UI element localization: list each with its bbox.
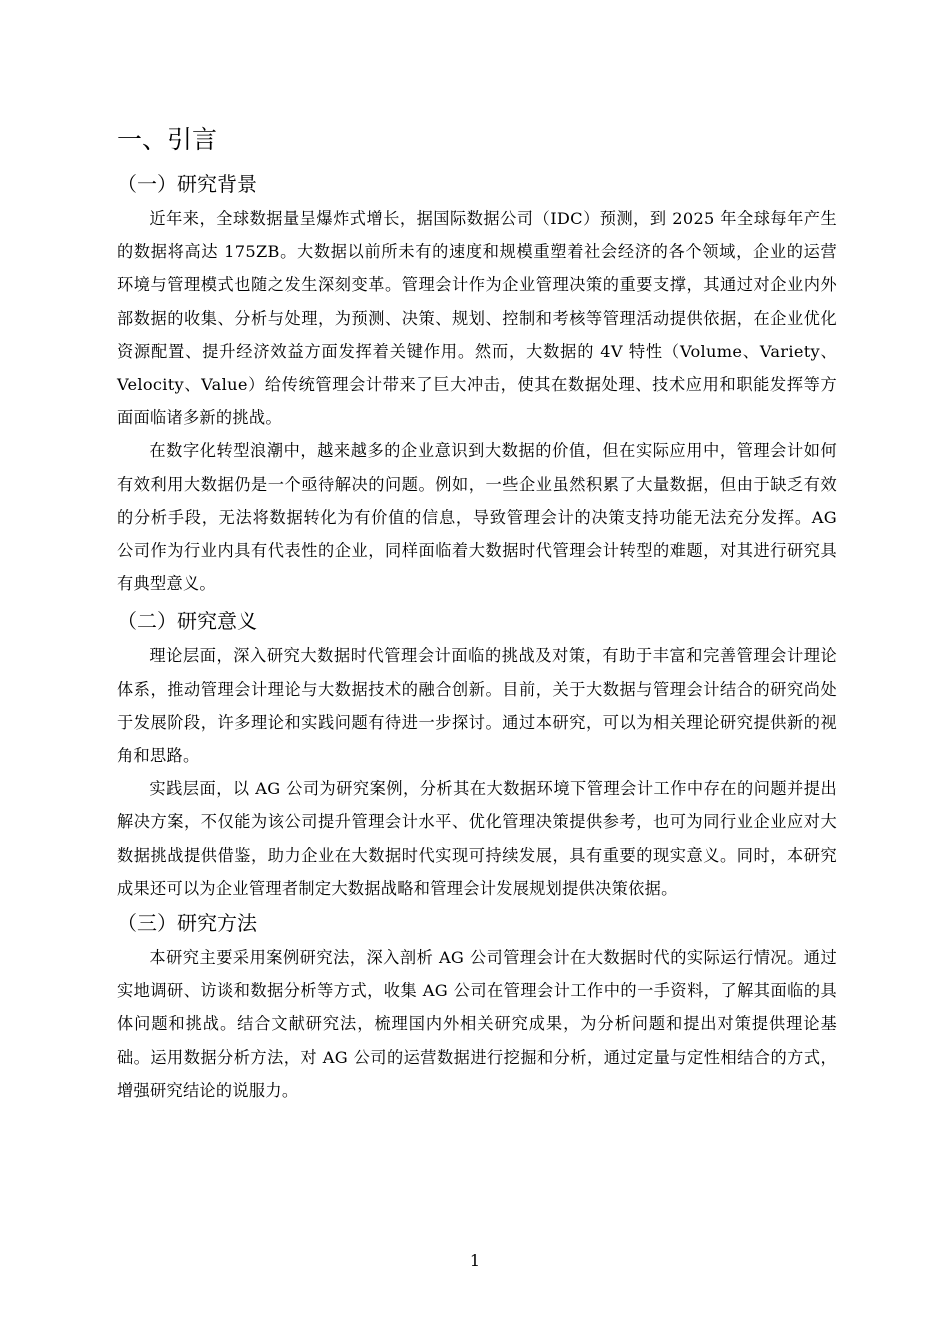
paragraph: 理论层面，深入研究大数据时代管理会计面临的挑战及对策，有助于丰富和完善管理会计理论体系，推动管理会计理论与大数据技术的融合创新。目前，关于大数据与管理会计结合的研究尚处于发展阶段，许多理论和实践问题有待进一步探讨。通过本研究，可以为相关理论研究提供新的视角和思路。 [117, 646, 837, 766]
section-methods [117, 905, 837, 1107]
section-heading: （三）研究方法 [117, 911, 257, 936]
chapter-title: 一、引言 [117, 125, 218, 154]
section-heading: （二）研究意义 [117, 609, 257, 634]
section-background [117, 166, 837, 600]
page-number: 1 [469, 1251, 481, 1270]
section-heading: （一）研究背景 [117, 172, 257, 196]
paragraph: 实践层面，以 AG 公司为研究案例，分析其在大数据环境下管理会计工作中存在的问题并提出解决方案，不仅能为该公司提升管理会计水平、优化管理决策提供参考，也可为同行业企业应对大数据挑战提供借鉴，助力企业在大数据时代实现可持续发展，具有重要的现实意义。同时，本研究成果还可以为企业管理者制定大数据战略和管理会计发展规划提供决策依据。 [117, 779, 837, 898]
paragraph: 本研究主要采用案例研究法，深入剖析 AG 公司管理会计在大数据时代的实际运行情况。通过实地调研、访谈和数据分析等方式，收集 AG 公司在管理会计工作中的一手资料，了解其面临的具体问题和挑战。结合文献研究法，梳理国内外相关研究成果，为分析问题和提出对策提供理论基础。运用数据分析方法，对 AG 公司的运营数据进行挖掘和分析，通过定量与定性相结合的方式，增强研究结论的说服力。 [117, 948, 837, 1100]
page-content [117, 118, 837, 1107]
paragraph: 在数字化转型浪潮中，越来越多的企业意识到大数据的价值，但在实际应用中，管理会计如何有效利用大数据仍是一个亟待解决的问题。例如，一些企业虽然积累了大量数据，但由于缺乏有效的分析手段，无法将数据转化为有价值的信息，导致管理会计的决策支持功能无法充分发挥。AG 公司作为行业内具有代表性的企业，同样面临着大数据时代管理会计转型的难题，对其进行研究具有典型意义。 [117, 441, 837, 594]
paragraph: 近年来，全球数据量呈爆炸式增长，据国际数据公司（IDC）预测，到 2025 年全球每年产生的数据将高达 175ZB。大数据以前所未有的速度和规模重塑着社会经济的各个领域，企业的运营环境与管理模式也随之发生深刻变革。管理会计作为企业管理决策的重要支撑，其通过对企业内外部数据的收集、分析与处理，为预测、决策、规划、控制和考核等管理活动提供依据，在企业优化资源配置、提升经济效益方面发挥着关键作用。然而，大数据的 4V 特性（Volume、Variety、Velocity、Value）给传统管理会计带来了巨大冲击，使其在数据处理、技术应用和职能发挥等方面面临诸多新的挑战。 [117, 209, 837, 428]
section-significance [117, 603, 837, 905]
